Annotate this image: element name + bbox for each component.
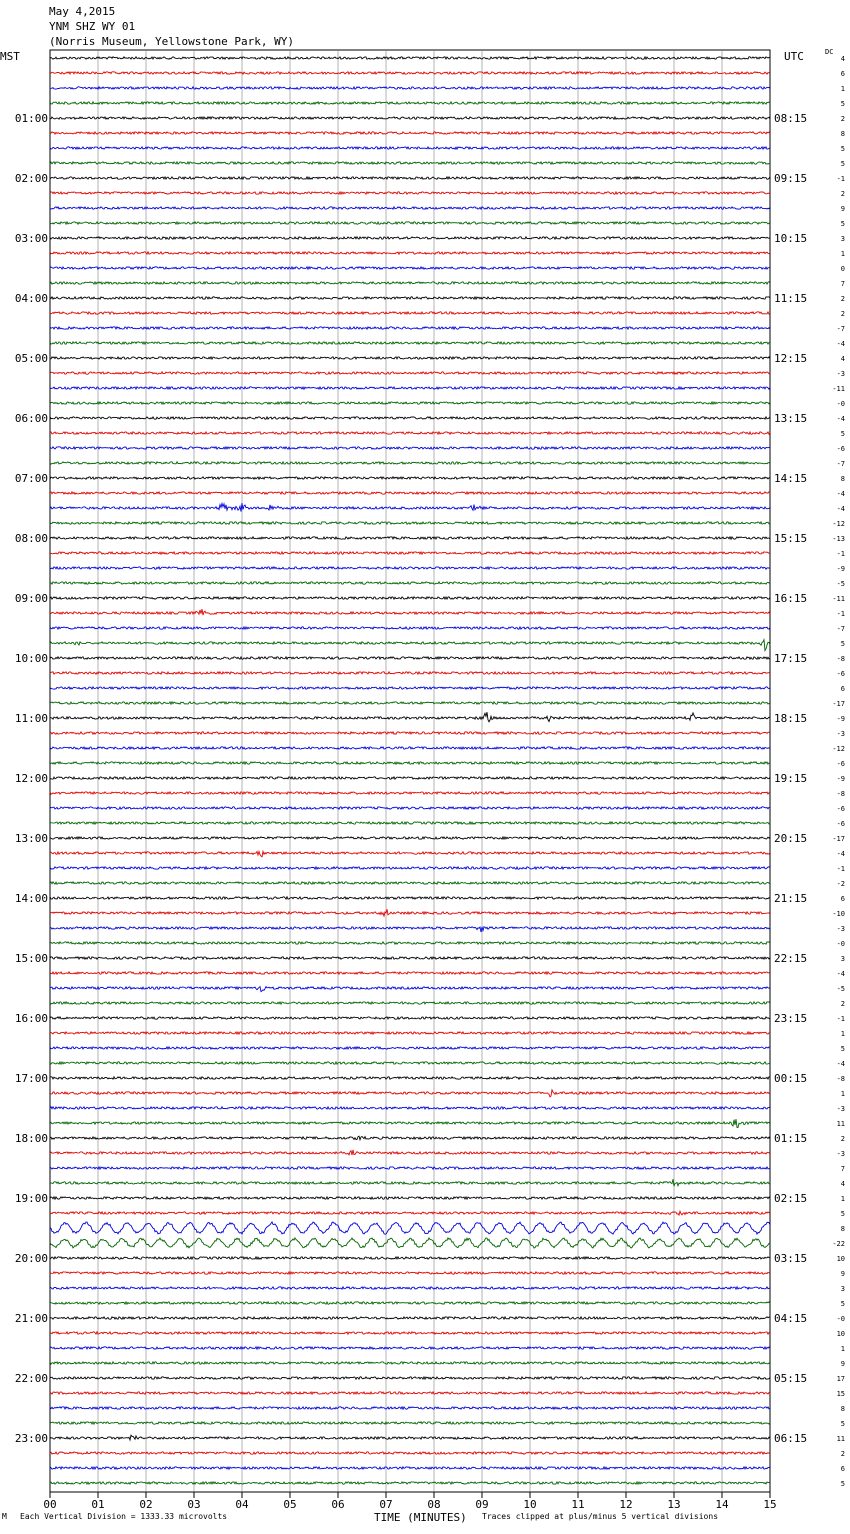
seismic-trace bbox=[50, 1332, 770, 1334]
x-tick-label: 02 bbox=[139, 1498, 153, 1511]
left-timezone-label: MST bbox=[0, 50, 20, 63]
dc-offset-label: 8 bbox=[840, 130, 845, 138]
seismic-trace bbox=[50, 1347, 770, 1349]
seismic-trace bbox=[50, 882, 770, 884]
seismic-trace bbox=[50, 192, 770, 194]
dc-offset-label: 2 bbox=[840, 310, 845, 318]
dc-offset-label: 1 bbox=[840, 85, 845, 93]
dc-offset-label: 7 bbox=[840, 280, 845, 288]
dc-offset-label: 6 bbox=[840, 685, 845, 693]
seismic-trace bbox=[50, 1238, 770, 1248]
seismic-trace bbox=[50, 1302, 770, 1304]
seismic-trace bbox=[50, 312, 770, 314]
x-tick-label: 11 bbox=[571, 1498, 585, 1511]
right-hour-label: 14:15 bbox=[774, 472, 808, 485]
seismic-trace bbox=[50, 567, 770, 569]
x-tick-label: 01 bbox=[91, 1498, 105, 1511]
right-hour-label: 17:15 bbox=[774, 652, 808, 665]
dc-offset-label: 5 bbox=[840, 640, 845, 648]
dc-offset-label: 9 bbox=[840, 1270, 845, 1278]
seismic-trace bbox=[50, 1047, 770, 1049]
dc-offset-label: -13 bbox=[832, 535, 845, 543]
seismic-trace bbox=[50, 747, 770, 749]
seismic-trace bbox=[50, 942, 770, 944]
dc-offset-label: -8 bbox=[836, 1075, 845, 1083]
dc-offset-label: -7 bbox=[836, 460, 845, 468]
seismic-trace bbox=[50, 597, 770, 599]
seismic-trace bbox=[50, 1362, 770, 1364]
record-date: May 4,2015 bbox=[49, 5, 116, 18]
seismic-trace bbox=[50, 1272, 770, 1274]
seismic-trace bbox=[50, 387, 770, 389]
dc-offset-label: 4 bbox=[840, 55, 845, 63]
dc-offset-label: -22 bbox=[832, 1240, 845, 1248]
dc-offset-label: -2 bbox=[836, 880, 845, 888]
dc-offset-label: -6 bbox=[836, 670, 845, 678]
seismic-trace bbox=[50, 267, 770, 269]
dc-offset-label: -4 bbox=[836, 505, 845, 513]
right-hour-label: 08:15 bbox=[774, 112, 808, 125]
dc-offset-label: -9 bbox=[836, 775, 845, 783]
dc-offset-label: 5 bbox=[840, 100, 845, 108]
x-tick-label: 03 bbox=[187, 1498, 201, 1511]
left-hour-label: 18:00 bbox=[14, 1132, 48, 1145]
seismic-trace bbox=[50, 1017, 770, 1019]
left-hour-label: 20:00 bbox=[14, 1252, 48, 1265]
left-hour-label: 06:00 bbox=[14, 412, 48, 425]
seismic-trace bbox=[50, 1317, 770, 1319]
seismic-trace bbox=[50, 357, 770, 359]
dc-offset-label: 1 bbox=[840, 1345, 845, 1353]
seismic-trace bbox=[50, 1422, 770, 1424]
right-hour-label: 15:15 bbox=[774, 532, 808, 545]
dc-offset-label: -1 bbox=[836, 550, 845, 558]
seismic-trace bbox=[50, 1407, 770, 1409]
seismic-trace bbox=[50, 57, 770, 59]
seismic-trace bbox=[50, 807, 770, 809]
left-hour-label: 21:00 bbox=[14, 1312, 48, 1325]
dc-offset-label: 6 bbox=[840, 895, 845, 903]
dc-offset-label: 2 bbox=[840, 1135, 845, 1143]
left-hour-label: 23:00 bbox=[14, 1432, 48, 1445]
dc-offset-label: -10 bbox=[832, 910, 845, 918]
left-hour-label: 04:00 bbox=[14, 292, 48, 305]
left-hour-label: 10:00 bbox=[14, 652, 48, 665]
seismic-trace bbox=[50, 792, 770, 794]
seismic-trace bbox=[50, 702, 770, 704]
left-hour-label: 19:00 bbox=[14, 1192, 48, 1205]
seismic-trace bbox=[50, 117, 770, 119]
seismic-trace bbox=[50, 1222, 770, 1234]
dc-offset-label: -9 bbox=[836, 565, 845, 573]
seismic-trace bbox=[50, 177, 770, 179]
dc-offset-label: 8 bbox=[840, 1405, 845, 1413]
x-tick-label: 15 bbox=[763, 1498, 777, 1511]
left-hour-label: 08:00 bbox=[14, 532, 48, 545]
dc-offset-label: -17 bbox=[832, 700, 845, 708]
seismic-trace bbox=[50, 462, 770, 464]
dc-offset-label: 11 bbox=[836, 1435, 845, 1443]
seismic-trace bbox=[50, 1392, 770, 1394]
seismic-trace bbox=[50, 372, 770, 374]
seismic-trace bbox=[50, 957, 770, 959]
seismic-trace bbox=[50, 1287, 770, 1289]
right-hour-label: 16:15 bbox=[774, 592, 808, 605]
dc-offset-label: 5 bbox=[840, 160, 845, 168]
dc-offset-label: -8 bbox=[836, 790, 845, 798]
dc-offset-label: -4 bbox=[836, 415, 845, 423]
dc-offset-label: 2 bbox=[840, 1450, 845, 1458]
seismic-trace bbox=[50, 627, 770, 629]
dc-offset-label: -11 bbox=[832, 385, 845, 393]
right-hour-label: 05:15 bbox=[774, 1372, 808, 1385]
seismic-trace bbox=[50, 1482, 770, 1484]
dc-offset-label: 8 bbox=[840, 475, 845, 483]
seismic-trace bbox=[50, 762, 770, 764]
seismic-trace bbox=[50, 1257, 770, 1259]
seismic-trace bbox=[50, 1197, 770, 1199]
dc-offset-label: 1 bbox=[840, 1090, 845, 1098]
corner-mark: M bbox=[2, 1512, 7, 1521]
dc-offset-label: 5 bbox=[840, 220, 845, 228]
dc-offset-label: -3 bbox=[836, 925, 845, 933]
seismic-trace bbox=[50, 1107, 770, 1109]
left-hour-label: 03:00 bbox=[14, 232, 48, 245]
seismic-trace bbox=[50, 712, 770, 722]
seismic-trace bbox=[50, 867, 770, 869]
seismic-trace bbox=[50, 402, 770, 404]
right-hour-label: 12:15 bbox=[774, 352, 808, 365]
right-hour-label: 10:15 bbox=[774, 232, 808, 245]
right-hour-label: 11:15 bbox=[774, 292, 808, 305]
seismic-trace bbox=[50, 1090, 770, 1097]
left-hour-label: 09:00 bbox=[14, 592, 48, 605]
dc-offset-label: 4 bbox=[840, 1180, 845, 1188]
seismic-trace bbox=[50, 909, 770, 916]
dc-column-label: DC bbox=[825, 48, 834, 56]
dc-offset-label: -0 bbox=[836, 1315, 845, 1323]
seismic-trace bbox=[50, 672, 770, 674]
dc-offset-label: 3 bbox=[840, 235, 845, 243]
seismic-trace bbox=[50, 687, 770, 689]
left-hour-label: 22:00 bbox=[14, 1372, 48, 1385]
seismic-trace bbox=[50, 327, 770, 329]
dc-offset-label: -9 bbox=[836, 715, 845, 723]
seismic-trace bbox=[50, 609, 770, 615]
x-tick-label: 05 bbox=[283, 1498, 297, 1511]
left-hour-label: 12:00 bbox=[14, 772, 48, 785]
seismic-trace bbox=[50, 222, 770, 224]
x-tick-label: 09 bbox=[475, 1498, 489, 1511]
dc-offset-label: -11 bbox=[832, 595, 845, 603]
dc-offset-label: 3 bbox=[840, 1285, 845, 1293]
right-hour-label: 19:15 bbox=[774, 772, 808, 785]
seismic-trace bbox=[50, 1377, 770, 1379]
dc-offset-label: -12 bbox=[832, 745, 845, 753]
x-tick-label: 04 bbox=[235, 1498, 249, 1511]
x-tick-label: 14 bbox=[715, 1498, 729, 1511]
dc-offset-label: -3 bbox=[836, 1150, 845, 1158]
clip-note: Traces clipped at plus/minus 5 vertical divisions bbox=[482, 1512, 719, 1521]
left-hour-label: 13:00 bbox=[14, 832, 48, 845]
seismic-trace bbox=[50, 492, 770, 494]
seismic-trace bbox=[50, 657, 770, 659]
dc-offset-label: -6 bbox=[836, 820, 845, 828]
x-tick-label: 10 bbox=[523, 1498, 537, 1511]
x-tick-label: 13 bbox=[667, 1498, 681, 1511]
dc-offset-label: -4 bbox=[836, 490, 845, 498]
right-hour-label: 23:15 bbox=[774, 1012, 808, 1025]
left-hour-label: 16:00 bbox=[14, 1012, 48, 1025]
scale-note: Each Vertical Division = 1333.33 microvolts bbox=[20, 1512, 228, 1521]
dc-offset-label: 5 bbox=[840, 1045, 845, 1053]
dc-offset-label: -0 bbox=[836, 400, 845, 408]
seismic-trace bbox=[50, 252, 770, 254]
seismic-trace bbox=[50, 432, 770, 434]
seismic-trace bbox=[50, 1062, 770, 1064]
dc-offset-label: -3 bbox=[836, 370, 845, 378]
seismic-trace bbox=[50, 503, 770, 512]
seismic-trace bbox=[50, 927, 770, 932]
left-hour-label: 17:00 bbox=[14, 1072, 48, 1085]
dc-offset-label: 2 bbox=[840, 295, 845, 303]
dc-offset-label: 6 bbox=[840, 1465, 845, 1473]
dc-offset-label: 10 bbox=[836, 1330, 845, 1338]
seismic-trace bbox=[50, 777, 770, 779]
seismic-trace bbox=[50, 972, 770, 974]
seismic-trace bbox=[50, 1119, 770, 1127]
dc-offset-label: 10 bbox=[836, 1255, 845, 1263]
x-tick-label: 12 bbox=[619, 1498, 633, 1511]
right-hour-label: 13:15 bbox=[774, 412, 808, 425]
seismic-trace bbox=[50, 640, 770, 651]
seismic-trace bbox=[50, 1136, 770, 1140]
right-hour-label: 04:15 bbox=[774, 1312, 808, 1325]
seismic-trace bbox=[50, 1077, 770, 1079]
seismic-trace bbox=[50, 1179, 770, 1186]
right-hour-label: 01:15 bbox=[774, 1132, 808, 1145]
x-tick-label: 08 bbox=[427, 1498, 441, 1511]
dc-offset-label: -4 bbox=[836, 850, 845, 858]
seismic-trace bbox=[50, 822, 770, 824]
right-hour-label: 03:15 bbox=[774, 1252, 808, 1265]
dc-offset-label: -1 bbox=[836, 865, 845, 873]
right-hour-label: 22:15 bbox=[774, 952, 808, 965]
dc-offset-label: 8 bbox=[840, 1225, 845, 1233]
plot-frame bbox=[50, 50, 770, 1492]
dc-offset-label: 5 bbox=[840, 1210, 845, 1218]
left-hour-label: 15:00 bbox=[14, 952, 48, 965]
right-hour-label: 06:15 bbox=[774, 1432, 808, 1445]
dc-offset-label: 1 bbox=[840, 1195, 845, 1203]
seismic-trace bbox=[50, 102, 770, 104]
right-timezone-label: UTC bbox=[784, 50, 804, 63]
seismic-trace bbox=[50, 1452, 770, 1454]
seismic-trace bbox=[50, 282, 770, 284]
seismic-trace bbox=[50, 1467, 770, 1469]
seismic-trace bbox=[50, 851, 770, 856]
right-hour-label: 18:15 bbox=[774, 712, 808, 725]
seismic-trace bbox=[50, 417, 770, 419]
seismic-trace bbox=[50, 987, 770, 992]
seismic-trace bbox=[50, 732, 770, 734]
right-hour-label: 02:15 bbox=[774, 1192, 808, 1205]
dc-offset-label: 15 bbox=[836, 1390, 845, 1398]
dc-offset-label: 1 bbox=[840, 250, 845, 258]
seismic-trace bbox=[50, 72, 770, 74]
left-hour-label: 07:00 bbox=[14, 472, 48, 485]
dc-offset-label: -6 bbox=[836, 760, 845, 768]
dc-offset-label: 5 bbox=[840, 1480, 845, 1488]
left-hour-label: 14:00 bbox=[14, 892, 48, 905]
seismic-trace bbox=[50, 1032, 770, 1034]
left-hour-label: 01:00 bbox=[14, 112, 48, 125]
dc-offset-label: 2 bbox=[840, 190, 845, 198]
dc-offset-label: -7 bbox=[836, 325, 845, 333]
seismic-trace bbox=[50, 537, 770, 539]
left-hour-label: 11:00 bbox=[14, 712, 48, 725]
left-hour-label: 05:00 bbox=[14, 352, 48, 365]
dc-offset-label: 6 bbox=[840, 70, 845, 78]
seismic-trace bbox=[50, 162, 770, 164]
left-hour-label: 02:00 bbox=[14, 172, 48, 185]
dc-offset-label: -3 bbox=[836, 1105, 845, 1113]
seismic-trace bbox=[50, 87, 770, 89]
station-location: (Norris Museum, Yellowstone Park, WY) bbox=[49, 35, 295, 48]
dc-offset-label: -1 bbox=[836, 1015, 845, 1023]
x-axis-title: TIME (MINUTES) bbox=[374, 1511, 467, 1524]
right-hour-label: 00:15 bbox=[774, 1072, 808, 1085]
dc-offset-label: -0 bbox=[836, 940, 845, 948]
dc-offset-label: -4 bbox=[836, 340, 845, 348]
dc-offset-label: 9 bbox=[840, 205, 845, 213]
dc-offset-label: 2 bbox=[840, 1000, 845, 1008]
seismic-trace bbox=[50, 522, 770, 524]
seismic-trace bbox=[50, 477, 770, 479]
seismic-trace bbox=[50, 237, 770, 239]
seismic-trace bbox=[50, 1002, 770, 1004]
right-hour-label: 20:15 bbox=[774, 832, 808, 845]
seismic-trace bbox=[50, 837, 770, 839]
dc-offset-label: -5 bbox=[836, 985, 845, 993]
right-hour-label: 09:15 bbox=[774, 172, 808, 185]
dc-offset-label: -4 bbox=[836, 970, 845, 978]
x-tick-label: 00 bbox=[43, 1498, 57, 1511]
dc-offset-label: 0 bbox=[840, 265, 845, 273]
dc-offset-label: -4 bbox=[836, 1060, 845, 1068]
dc-offset-label: -12 bbox=[832, 520, 845, 528]
dc-offset-label: 5 bbox=[840, 1420, 845, 1428]
dc-offset-label: 5 bbox=[840, 1300, 845, 1308]
seismic-trace bbox=[50, 207, 770, 209]
x-tick-label: 07 bbox=[379, 1498, 393, 1511]
seismic-trace bbox=[50, 1211, 770, 1215]
seismic-trace bbox=[50, 147, 770, 149]
x-tick-label: 06 bbox=[331, 1498, 345, 1511]
dc-offset-label: -8 bbox=[836, 655, 845, 663]
right-hour-label: 21:15 bbox=[774, 892, 808, 905]
dc-offset-label: -1 bbox=[836, 175, 845, 183]
dc-offset-label: 3 bbox=[840, 955, 845, 963]
dc-offset-label: 9 bbox=[840, 1360, 845, 1368]
seismic-trace bbox=[50, 1167, 770, 1169]
dc-offset-label: 1 bbox=[840, 1030, 845, 1038]
dc-offset-label: -3 bbox=[836, 730, 845, 738]
dc-offset-label: -5 bbox=[836, 580, 845, 588]
dc-offset-label: 5 bbox=[840, 145, 845, 153]
seismic-trace bbox=[50, 1150, 770, 1155]
seismic-trace bbox=[50, 552, 770, 554]
station-code: YNM SHZ WY 01 bbox=[49, 20, 136, 33]
dc-offset-label: -6 bbox=[836, 805, 845, 813]
dc-offset-label: 5 bbox=[840, 430, 845, 438]
dc-offset-label: 11 bbox=[836, 1120, 845, 1128]
seismic-trace bbox=[50, 132, 770, 134]
dc-offset-label: -7 bbox=[836, 625, 845, 633]
dc-offset-label: 2 bbox=[840, 115, 845, 123]
seismic-trace bbox=[50, 447, 770, 449]
dc-offset-label: -1 bbox=[836, 610, 845, 618]
seismic-trace bbox=[50, 582, 770, 584]
dc-offset-label: 4 bbox=[840, 355, 845, 363]
dc-offset-label: -6 bbox=[836, 445, 845, 453]
seismic-trace bbox=[50, 342, 770, 344]
seismic-trace bbox=[50, 1435, 770, 1440]
seismic-trace bbox=[50, 897, 770, 899]
dc-offset-label: -17 bbox=[832, 835, 845, 843]
dc-offset-label: 17 bbox=[836, 1375, 845, 1383]
seismic-trace bbox=[50, 297, 770, 299]
dc-offset-label: 7 bbox=[840, 1165, 845, 1173]
